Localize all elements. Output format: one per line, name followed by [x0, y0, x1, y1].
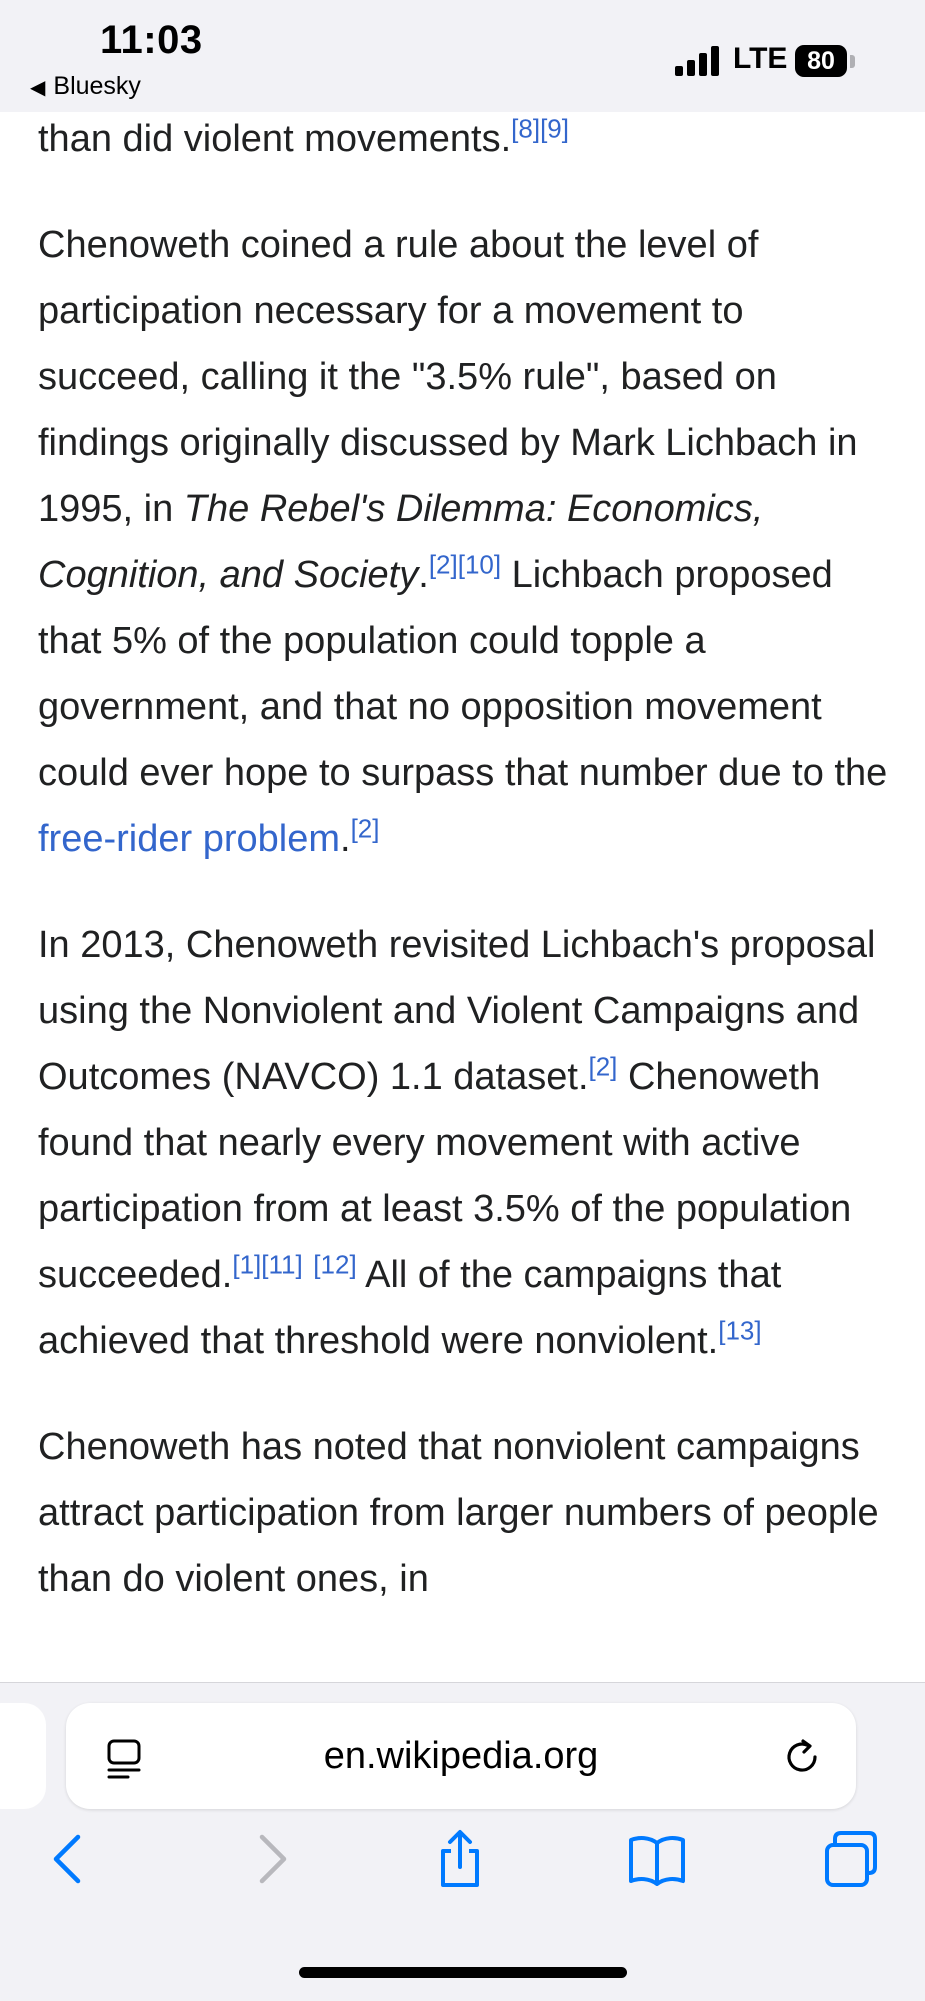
paragraph-1-period: . — [418, 554, 429, 596]
status-bar — [0, 0, 925, 112]
forward-icon[interactable] — [240, 1829, 300, 1889]
address-bar[interactable] — [66, 1703, 856, 1809]
share-icon[interactable] — [430, 1829, 490, 1889]
paragraph-0-text: than did violent movements. — [38, 118, 512, 160]
status-time: 11:03 — [100, 18, 203, 62]
paragraph-1 — [38, 212, 888, 872]
citation-1-11[interactable]: [1][11] — [232, 1249, 303, 1280]
tabs-icon[interactable] — [823, 1829, 883, 1889]
citation-2[interactable]: [2] — [350, 813, 380, 844]
book-title: The Rebel's Dilemma: Economics, Cognition, and Society — [38, 488, 764, 596]
citation-8-9[interactable]: [8][9] — [511, 113, 569, 144]
paragraph-1-text: Chenoweth coined a rule about the level of participation necessary for a movement to succeed, calling it the "3.5% rule", based on findings originally discussed by Mark Lichbach in 1995, in — [38, 224, 858, 530]
paragraph-2 — [38, 912, 888, 1374]
back-icon[interactable] — [40, 1829, 100, 1889]
signal-icon — [675, 46, 721, 76]
url-text[interactable]: en.wikipedia.org — [323, 1735, 599, 1777]
paragraph-1-text-2: Lichbach proposed that 5% of the population could topple a government, and that no opposition movement could ever hope to surpass that number due to the — [38, 554, 888, 794]
citation-12[interactable]: [12] — [313, 1249, 357, 1280]
network-type: LTE — [733, 42, 788, 75]
battery-icon: 80 — [795, 45, 847, 77]
battery-cap — [850, 55, 855, 68]
free-rider-problem-link[interactable]: free-rider problem — [38, 818, 340, 860]
paragraph-3-text: Chenoweth has noted that nonviolent campaigns attract participation from larger numbers of people than do violent ones, in — [38, 1426, 879, 1600]
article-content — [38, 112, 888, 1682]
citation-2b[interactable]: [2] — [588, 1051, 618, 1082]
paragraph-2-text-2: Chenoweth found that nearly every movement with active participation from at least 3.5% of the population succeeded. — [38, 1056, 852, 1296]
bookmarks-icon[interactable] — [627, 1829, 687, 1889]
paragraph-2-text-3: All of the campaigns that achieved that threshold were nonviolent. — [38, 1254, 782, 1362]
citation-2-10[interactable]: [2][10] — [428, 549, 502, 580]
paragraph-3 — [38, 1414, 888, 1612]
back-to-app-button[interactable] — [30, 72, 141, 101]
paragraph-0 — [38, 112, 888, 172]
browser-toolbar — [0, 1682, 925, 2001]
citation-13[interactable]: [13] — [718, 1315, 762, 1346]
paragraph-2-text: In 2013, Chenoweth revisited Lichbach's proposal using the Nonviolent and Violent Campaigns and Outcomes (NAVCO) 1.1 dataset. — [38, 924, 876, 1098]
back-app-label: Bluesky — [53, 72, 141, 100]
paragraph-1-period-2: . — [340, 818, 351, 860]
home-indicator[interactable] — [299, 1967, 627, 1978]
back-triangle-icon: ◀ — [30, 77, 46, 99]
reload-icon[interactable] — [781, 1735, 825, 1779]
previous-tab-preview[interactable] — [0, 1703, 46, 1809]
